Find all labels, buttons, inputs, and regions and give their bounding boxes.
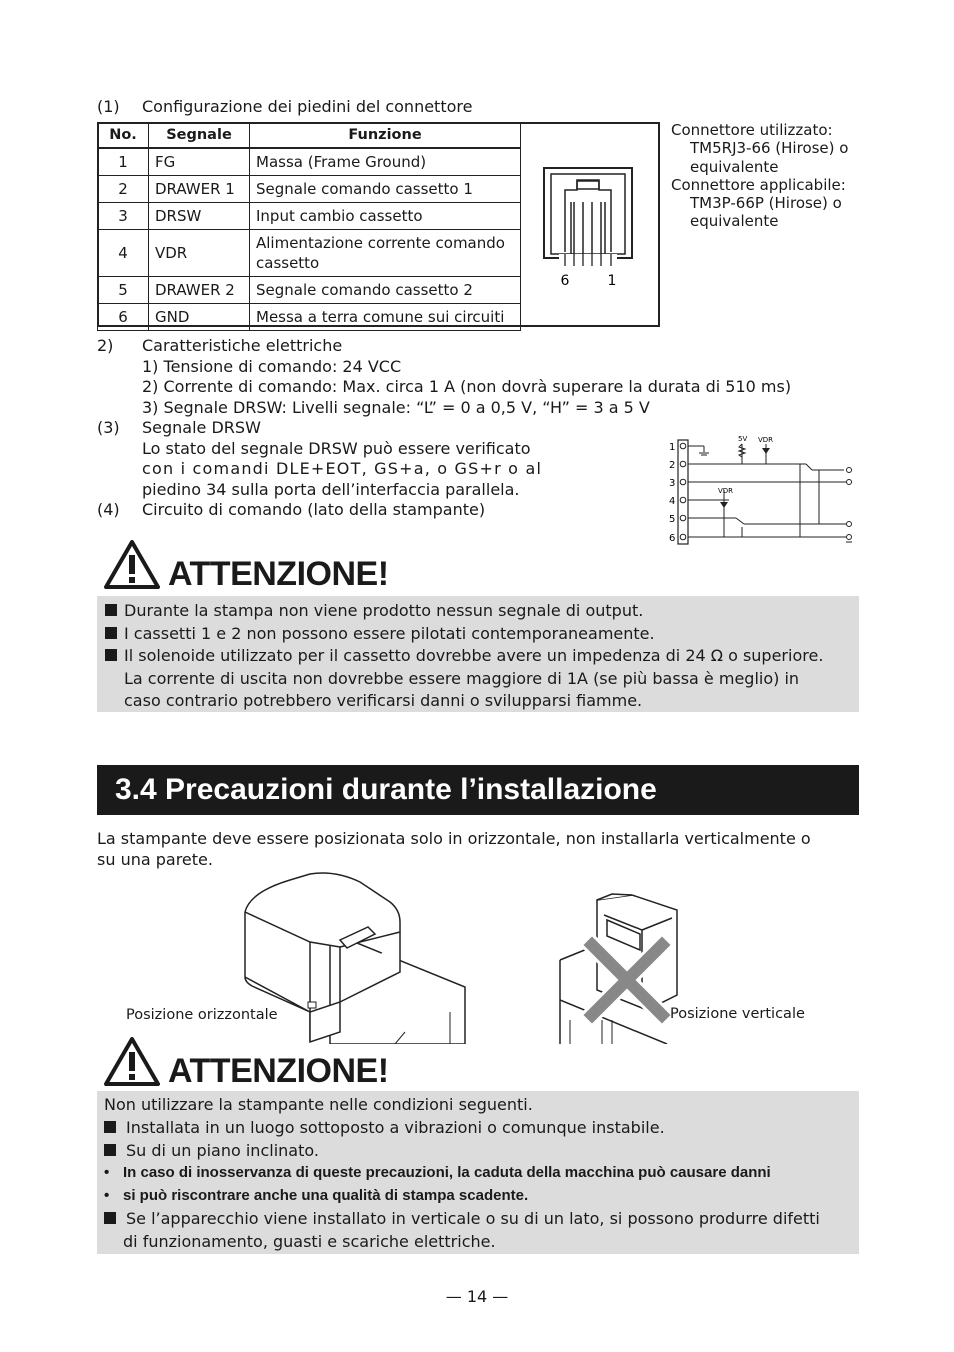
table-row: 4 VDR Alimentazione corrente comando cassetto [98, 230, 521, 277]
used-connector-value-2: equivalente [690, 157, 779, 176]
electrical-item: 2) Corrente di comando: Max. circa 1 A (non dovrà superare la durata di 510 ms) [142, 377, 792, 396]
svg-text:1: 1 [669, 442, 676, 453]
electrical-section: 2) Caratteristiche elettriche 1) Tensione di comando: 24 VCC 2) Corrente di comando: Max. circa 1 A (non dovrà superare la durata di 510 ms) 3) Segnale DRSW: Livelli segnale: “L” = 0 a 0,5 V, “H” = 3 a 5 V [97, 336, 792, 417]
warning-item: Durante la stampa non viene prodotto nessun segnale di output. [105, 600, 823, 623]
section-heading [97, 765, 859, 815]
col-header-signal: Segnale [149, 123, 250, 149]
caption-vertical: Posizione verticale [670, 1006, 805, 1022]
table-row: 3 DRSW Input cambio cassetto [98, 203, 521, 230]
table-row: 1 FG Massa (Frame Ground) [98, 148, 521, 176]
svg-text:6: 6 [669, 533, 676, 544]
drsw-section: (3) Segnale DRSW Lo stato del segnale DRSW può essere verificato con i comandi DLE+EOT, GS+a, o GS+r o al piedino 34 sulla porta dell’interfaccia parallela. (4) Circuito di comando (lato della stampante) [97, 418, 543, 519]
svg-text:2: 2 [669, 460, 676, 471]
page-number: — 14 — [445, 1287, 509, 1306]
used-connector-value: TM5RJ3-66 (Hirose) o [690, 139, 849, 158]
section-title: 3.4 Precauzioni durante l’installazione [115, 773, 657, 806]
svg-text:4: 4 [669, 496, 676, 507]
warning-continuation: di funzionamento, guasti e scariche elettriche. [123, 1231, 496, 1251]
warning-icon [104, 1037, 160, 1087]
warning-continuation: La corrente di uscita non dovrebbe essere maggiore di 1A (se più bassa è meglio) in [124, 668, 800, 688]
svg-text:VDR: VDR [718, 487, 734, 495]
heading-text: Configurazione dei piedini del connettore [142, 97, 473, 116]
drsw-title: Segnale DRSW [142, 418, 261, 437]
table-row: 6 GND Messa a terra comune sui circuiti [98, 304, 521, 331]
svg-text:5V: 5V [738, 435, 748, 443]
warning-title: ATTENZIONE! [168, 555, 389, 593]
warning-heading-2 [104, 1035, 504, 1090]
caption-horizontal: Posizione orizzontale [126, 1007, 278, 1023]
drsw-line: Lo stato del segnale DRSW può essere verificato [142, 438, 531, 458]
warning-bold-item: • si può riscontrare anche una qualità di stampa scadente. [104, 1187, 529, 1205]
warning-icon [104, 540, 160, 590]
connector-heading [97, 97, 473, 117]
pin-table [97, 122, 521, 331]
warning-item: Il solenoide utilizzato per il cassetto dovrebbe avere un impedenza di 24 Ω o superiore. [105, 645, 823, 668]
warning-box-1 [97, 596, 859, 712]
jack-label-pin6: 6 [560, 273, 570, 289]
rj-jack-diagram [535, 160, 645, 295]
warning-item: I cassetti 1 e 2 non possono essere pilotati contemporaneamente. [105, 623, 823, 646]
drsw-line: con i comandi DLE+EOT, GS+a, o GS+r o al [142, 459, 543, 478]
applicable-connector-value: TM3P-66P (Hirose) o [690, 194, 842, 213]
electrical-item: 1) Tensione di comando: 24 VCC [142, 356, 402, 376]
used-connector-label: Connettore utilizzato: [671, 121, 833, 139]
warning-bold-item: • In caso di inosservanza di queste precauzioni, la caduta della macchina può causare danni [104, 1164, 771, 1182]
install-intro: La stampante deve essere posizionata solo in orizzontale, non installarla verticalmente o su una parete. [97, 829, 811, 869]
warning-intro: Non utilizzare la stampante nelle condizioni seguenti. [104, 1095, 533, 1114]
col-header-function: Funzione [250, 123, 521, 149]
warning-item: Su di un piano inclinato. [104, 1140, 820, 1163]
svg-text:VDR: VDR [758, 436, 774, 444]
heading-number: (1) [97, 97, 120, 116]
printer-vertical-illustration [552, 890, 682, 1044]
warning-item: Se l’apparecchio viene installato in verticale o su di un lato, si possono produrre difetti [104, 1208, 820, 1231]
table-row: 5 DRAWER 2 Segnale comando cassetto 2 [98, 277, 521, 304]
jack-label-pin1: 1 [607, 273, 617, 289]
table-row: 2 DRAWER 1 Segnale comando cassetto 1 [98, 176, 521, 203]
warning-continuation: caso contrario potrebbero verificarsi danni o svilupparsi fiamme. [124, 691, 643, 711]
circuit-title: Circuito di comando (lato della stampante) [142, 500, 486, 519]
warning-title: ATTENZIONE! [168, 1052, 389, 1090]
col-header-no: No. [98, 123, 149, 149]
connector-notes [671, 121, 871, 231]
warning-box-2 [97, 1091, 859, 1254]
applicable-connector-value-2: equivalente [690, 212, 779, 231]
applicable-connector-label: Connettore applicabile: [671, 175, 846, 194]
drive-circuit-diagram [664, 432, 864, 550]
svg-text:5: 5 [669, 514, 676, 525]
table-header-row [98, 123, 521, 149]
warning-item: Installata in un luogo sottoposto a vibrazioni o comunque instabile. [104, 1117, 820, 1140]
svg-text:3: 3 [669, 478, 676, 489]
drsw-line: piedino 34 sulla porta dell’interfaccia parallela. [142, 479, 520, 499]
electrical-item: 3) Segnale DRSW: Livelli segnale: “L” = 0 a 0,5 V, “H” = 3 a 5 V [142, 397, 650, 417]
electrical-title: Caratteristiche elettriche [142, 336, 343, 355]
warning-heading-1 [104, 540, 504, 592]
